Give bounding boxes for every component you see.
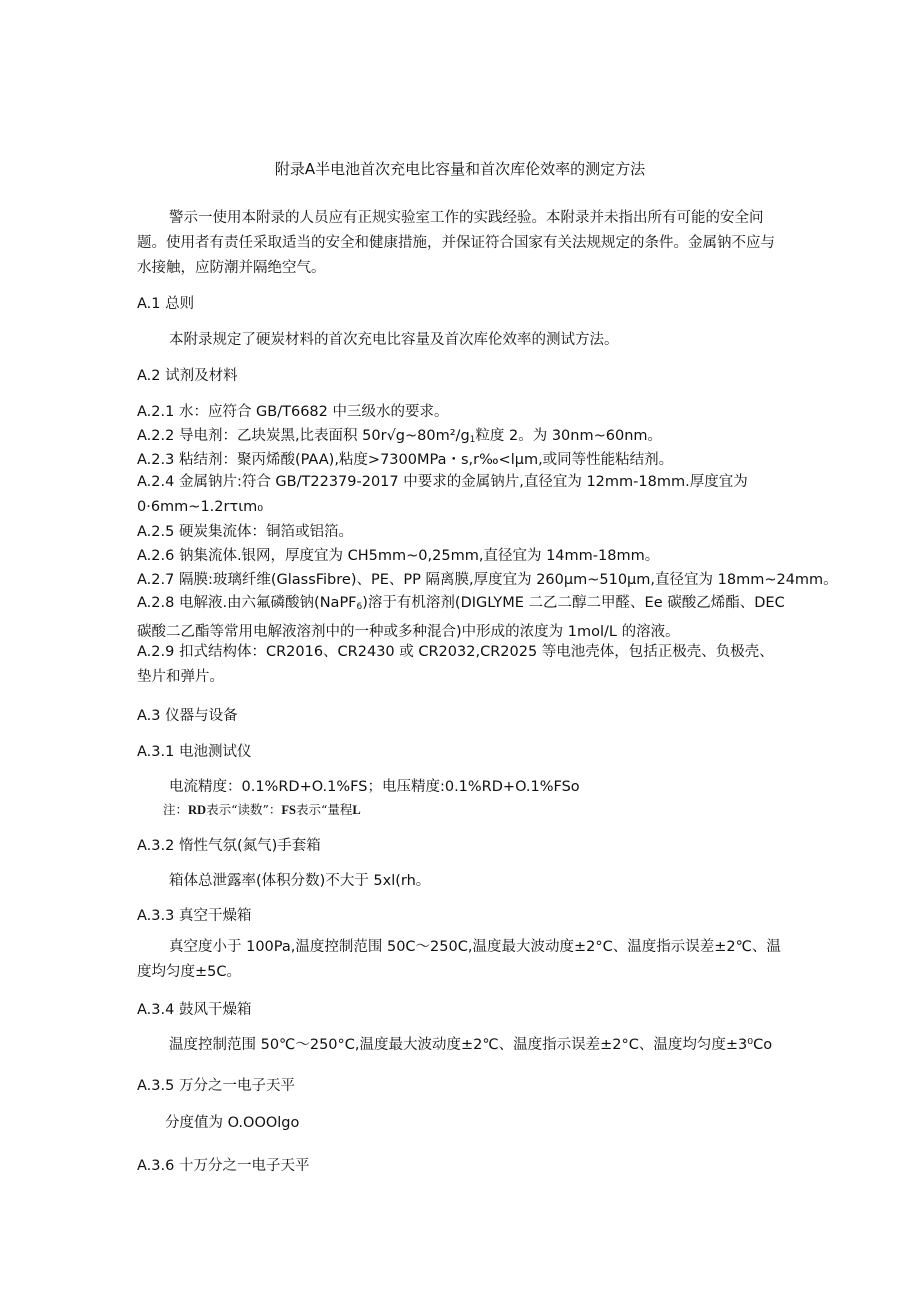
note-fs-desc: 表示“量程 — [295, 802, 353, 817]
warning-paragraph: 警示一使用本附录的人员应有正规实验室工作的实践经验。本附录并未指出所有可能的安全问题。使用者有责任采取适当的安全和健康措施，并保证符合国家有关法规规定的条件。金属钠不应与水接触，应防潮并隔绝空气。 — [137, 210, 775, 276]
section-a1-heading: A.1 总则 — [137, 296, 195, 312]
section-a2-heading: A.2 试剂及材料 — [137, 368, 238, 384]
section-a34-text: 温度控制范围 50℃〜250°C,温度最大波动度±2℃、温度指示误差±2°C、温度均匀度±3⁰Co — [169, 1037, 773, 1053]
note-label: 注： — [163, 802, 189, 817]
section-a36-heading: A.3.6 十万分之一电子天平 — [137, 1158, 310, 1174]
item-a28-pre: A.2.8 电解液.由六氟磷酸钠(NaPF — [137, 595, 357, 611]
item-a28-post: )溶于有机溶剂(DIGLYME 二乙二醇二甲醛、Ee 碳酸乙烯酯、DEC 碳酸二乙酯等常用电解液溶剂中的一种或多种混合)中形成的浓度为 1mol/L 的溶液。 — [137, 595, 785, 640]
note-rd: RD — [188, 803, 207, 817]
item-a27: A.2.7 隔膜:玻璃纤维(GlassFibre)、PE、PP 隔离膜,厚度宜为 260μm~510μm,直径宜为 18mm~24mm。 — [137, 572, 838, 588]
section-a32-heading: A.3.2 惰性气氛(氮气)手套箱 — [137, 838, 321, 854]
note-l: L — [352, 803, 361, 817]
section-a32-text: 箱体总泄露率(体积分数)不大于 5xl(rh。 — [169, 873, 431, 889]
section-a3-heading: A.3 仪器与设备 — [137, 708, 238, 724]
item-a24: A.2.4 金属钠片:符合 GB/T22379-2017 中要求的金属钠片,直径宜为 12mm-18mm.厚度宜为 0·6mm~1.2rτιm₀ — [137, 474, 748, 515]
item-a22 — [137, 424, 662, 445]
item-a26: A.2.6 钠集流体.银网，厚度宜为 CH5mm~0,25mm,直径宜为 14mm-18mm。 — [137, 548, 660, 564]
item-a25: A.2.5 硬炭集流体：铜箔或铝箔。 — [137, 524, 353, 540]
item-a28-sub: 6 — [356, 602, 363, 612]
section-a1-text: 本附录规定了硬炭材料的首次充电比容量及首次库伦效率的测试方法。 — [169, 332, 619, 348]
section-a31-heading: A.3.1 电池测试仪 — [137, 744, 252, 760]
section-a34-heading: A.3.4 鼓风干燥箱 — [137, 1002, 252, 1018]
document-title: 附录A半电池首次充电比容量和首次库伦效率的测定方法 — [274, 160, 646, 178]
item-a22-post: 粒度 2。为 30nm~60nm。 — [475, 428, 663, 444]
note-rd-desc: 表示“读数”： — [206, 802, 282, 817]
item-a21: A.2.1 水：应符合 GB/T6682 中三级水的要求。 — [137, 404, 449, 420]
item-a22-sub: 1 — [469, 435, 476, 445]
item-a29: A.2.9 扣式结构体：CR2016、CR2430 或 CR2032,CR2025 等电池壳体，包括正极壳、负极壳、垫片和弹片。 — [137, 644, 774, 685]
item-a23: A.2.3 粘结剂：聚丙烯酸(PAA),粘度>7300MPa・s,r‰<lμm,或同等性能粘结剂。 — [137, 452, 674, 468]
section-a31-text: 电流精度：0.1%RD+O.1%FS；电压精度:0.1%RD+O.1%FSo — [169, 779, 580, 795]
item-a28 — [137, 591, 785, 645]
item-a22-pre: A.2.2 导电剂：乙块炭黑,比表面积 50r√g~80m²/g — [137, 428, 470, 444]
section-a33-heading: A.3.3 真空干燥箱 — [137, 908, 252, 924]
note-fs: FS — [281, 803, 296, 817]
section-a31-note — [163, 800, 361, 818]
section-a35-text: 分度值为 O.OOOlgo — [165, 1115, 300, 1131]
section-a33-text: 真空度小于 100Pa,温度控制范围 50C〜250C,温度最大波动度±2°C、温度指示误差±2℃、温度均匀度±5C。 — [137, 939, 781, 980]
section-a35-heading: A.3.5 万分之一电子天平 — [137, 1078, 295, 1094]
